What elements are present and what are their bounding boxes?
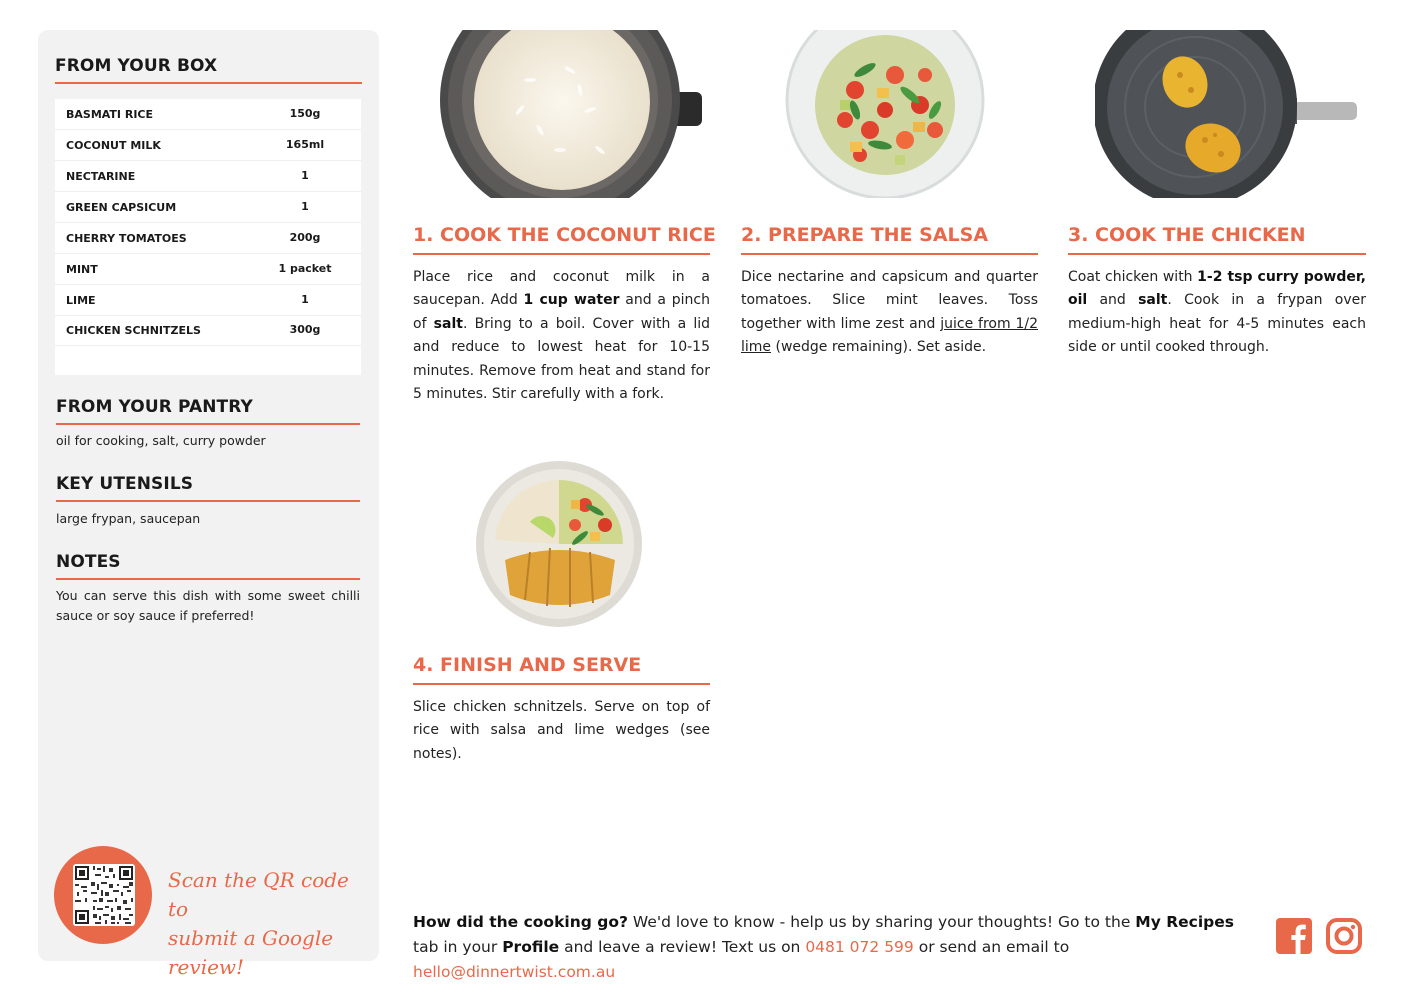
pantry-text: oil for cooking, salt, curry powder	[56, 433, 266, 448]
box-title-rule	[55, 82, 362, 84]
ingredient-qty: 300g	[289, 323, 321, 336]
ingredient-qty: 200g	[289, 231, 321, 244]
ingredient-name: CHICKEN SCHNITZELS	[66, 324, 201, 337]
ingredient-name: MINT	[66, 263, 98, 276]
step2-rule	[741, 253, 1038, 255]
instagram-icon[interactable]	[1326, 918, 1362, 954]
phone-link[interactable]: 0481 072 599	[805, 938, 914, 956]
feedback-footer: How did the cooking go? We'd love to know - help us by sharing your thoughts! Go to the My Recipes tab in your Profile and leave a review! Text us on 0481 072 599 or send an email to hello@dinnertwist.com.au	[413, 913, 1234, 981]
qr-code-icon[interactable]	[73, 864, 135, 926]
ingredient-name: LIME	[66, 294, 96, 307]
notes-text: You can serve this dish with some sweet chilli sauce or soy sauce if preferred!	[56, 588, 360, 623]
notes-title: NOTES	[56, 552, 121, 572]
ingredient-qty: 1 packet	[278, 262, 332, 275]
ingredient-name: NECTARINE	[66, 170, 136, 183]
ingredient-qty: 1	[301, 200, 309, 213]
qr-caption	[168, 866, 368, 982]
step1-photo	[440, 30, 702, 198]
step1-title: 1. COOK THE COCONUT RICE	[413, 224, 716, 246]
ingredient-name: CHERRY TOMATOES	[66, 232, 187, 245]
pantry-title-rule	[56, 423, 360, 425]
step4-rule	[413, 683, 710, 685]
step4-text: Slice chicken schnitzels. Serve on top of rice with salsa and lime wedges (see notes).	[413, 699, 710, 762]
pantry-title: FROM YOUR PANTRY	[56, 397, 253, 417]
step3-text: Coat chicken with 1-2 tsp curry powder, oil and salt. Cook in a frypan over medium-high heat for 4-5 minutes each side or until cooked through.	[1068, 269, 1367, 356]
ingredients-table	[55, 99, 361, 375]
step1-text: Place rice and coconut milk in a saucepan. Add 1 cup water and a pinch of salt. Bring to a boil. Cover with a lid and reduce to lowest heat for 10-15 minutes. Remove from heat and stand for 5 minutes. Stir carefully with a fork.	[413, 269, 710, 403]
step3-rule	[1068, 253, 1366, 255]
utensils-title-rule	[56, 500, 360, 502]
ingredient-row	[55, 285, 361, 316]
ingredient-name: BASMATI RICE	[66, 108, 154, 121]
ingredient-name: GREEN CAPSICUM	[66, 201, 177, 214]
facebook-icon[interactable]	[1276, 918, 1312, 954]
ingredient-row	[55, 254, 361, 285]
ingredient-qty: 1	[301, 293, 309, 306]
ingredient-row	[55, 99, 361, 130]
ingredient-qty: 1	[301, 169, 309, 182]
step2-title: 2. PREPARE THE SALSA	[741, 224, 989, 246]
notes-title-rule	[56, 578, 360, 580]
step1-rule	[413, 253, 710, 255]
email-link[interactable]: hello@dinnertwist.com.au	[413, 963, 616, 981]
step3-title: 3. COOK THE CHICKEN	[1068, 224, 1306, 246]
ingredient-qty: 150g	[289, 107, 321, 120]
ingredient-row	[55, 315, 361, 346]
step3-photo	[1095, 30, 1357, 198]
box-title: FROM YOUR BOX	[55, 56, 218, 76]
utensils-text: large frypan, saucepan	[56, 511, 201, 526]
step2-text: Dice nectarine and capsicum and quarter tomatoes. Slice mint leaves. Toss together with lime zest and juice from 1/2 lime (wedge remaining). Set aside.	[741, 269, 1038, 356]
step2-photo	[785, 30, 985, 198]
qr-caption-line1: Scan the QR code to	[168, 868, 349, 921]
qr-caption-line2: submit a Google review!	[168, 926, 334, 979]
ingredient-name: COCONUT MILK	[66, 139, 161, 152]
ingredient-row	[55, 130, 361, 161]
ingredient-row	[55, 161, 361, 192]
utensils-title: KEY UTENSILS	[56, 474, 194, 494]
ingredient-row	[55, 223, 361, 254]
ingredient-qty: 165ml	[285, 138, 325, 151]
step4-photo	[475, 460, 643, 628]
ingredient-row	[55, 192, 361, 223]
step4-title: 4. FINISH AND SERVE	[413, 654, 642, 676]
